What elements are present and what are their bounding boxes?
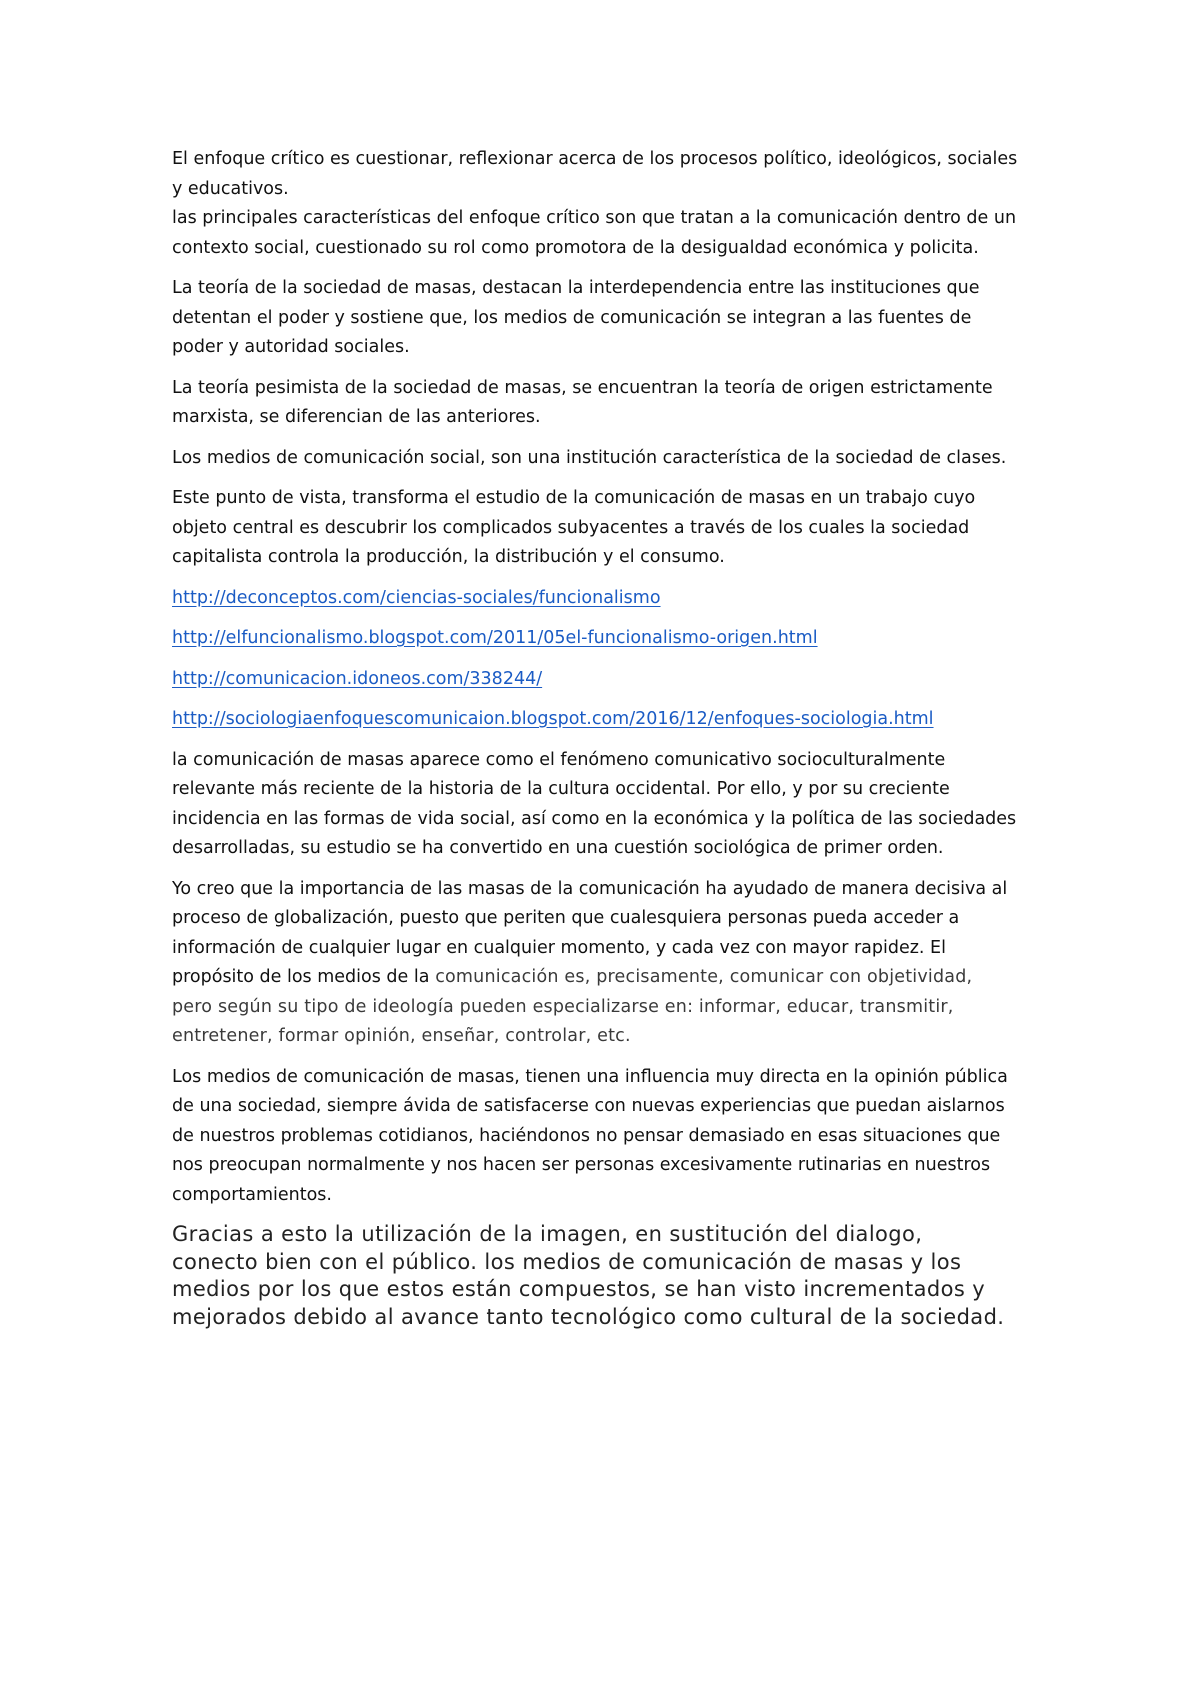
text-line: información de cualquier lugar en cualquier momento, y cada vez con mayor rapidez. El <box>172 937 946 958</box>
text-line: la comunicación de masas aparece como el fenómeno comunicativo socioculturalmente <box>172 749 946 770</box>
link-paragraph <box>172 584 1042 614</box>
paragraph-punto-de-vista <box>172 484 1042 573</box>
text-line: marxista, se diferencian de las anteriores. <box>172 407 541 427</box>
paragraph-medios-sociedad-clases <box>172 444 1042 474</box>
paragraph-sociedad-de-masas <box>172 274 1042 363</box>
paragraph-opinion-personal <box>172 875 1042 1052</box>
link-idoneos[interactable]: http://comunicacion.idoneos.com/338244/ <box>172 668 543 689</box>
text-segment-alt-font: comunicación es, precisamente, comunicar con objetividad, <box>429 967 973 987</box>
link-deconceptos[interactable]: http://deconceptos.com/ciencias-sociales/funcionalismo <box>172 587 661 608</box>
link-paragraph <box>172 665 1042 695</box>
paragraph-teoria-pesimista <box>172 374 1042 433</box>
text-line: Este punto de vista, transforma el estudio de la comunicación de masas en un trabajo cuyo <box>172 488 976 508</box>
text-line: y educativos. <box>172 178 289 199</box>
text-line: desarrolladas, su estudio se ha convertido en una cuestión sociológica de primer orden. <box>172 838 944 858</box>
text-line: Gracias a esto la utilización de la imagen, en sustitución del dialogo, <box>172 1222 923 1246</box>
paragraph-influencia-medios <box>172 1063 1042 1211</box>
text-line: detentan el poder y sostiene que, los medios de comunicación se integran a las fuentes de <box>172 307 972 328</box>
text-segment: propósito de los medios de la <box>172 967 430 987</box>
text-line: conecto bien con el público. los medios de comunicación de masas y los <box>172 1249 962 1274</box>
paragraph-enfoque-critico <box>172 145 1042 263</box>
paragraph-imagen-dialogo <box>172 1221 1042 1331</box>
text-line-mixed <box>172 963 1042 993</box>
text-line: proceso de globalización, puesto que periten que cualesquiera personas pueda acceder a <box>172 908 960 928</box>
text-line: contexto social, cuestionado su rol como promotora de la desigualdad económica y policita. <box>172 237 979 258</box>
text-line: capitalista controla la producción, la distribución y el consumo. <box>172 547 725 567</box>
text-line: poder y autoridad sociales. <box>172 337 410 357</box>
text-line: Los medios de comunicación de masas, tienen una influencia muy directa en la opinión pública <box>172 1066 1008 1087</box>
text-line: incidencia en las formas de vida social, así como en la económica y la política de las sociedades <box>172 808 1017 829</box>
link-sociologia-enfoques[interactable]: http://sociologiaenfoquescomunicaion.blogspot.com/2016/12/enfoques-sociologia.html <box>172 709 934 729</box>
text-line: mejorados debido al avance tanto tecnológico como cultural de la sociedad. <box>172 1304 1005 1329</box>
text-line: La teoría de la sociedad de masas, destacan la interdependencia entre las instituciones que <box>172 278 980 298</box>
text-line: Yo creo que la importancia de las masas de la comunicación ha ayudado de manera decisiva al <box>172 878 1008 899</box>
text-line: medios por los que estos están compuestos, se han visto incrementados y <box>172 1277 986 1301</box>
text-line-alt-font: entretener, formar opinión, enseñar, controlar, etc. <box>172 1026 631 1046</box>
text-line: comportamientos. <box>172 1184 332 1205</box>
paragraph-comunicacion-de-masas <box>172 746 1042 864</box>
link-paragraph <box>172 624 1042 654</box>
text-line: nos preocupan normalmente y nos hacen ser personas excesivamente rutinarias en nuestros <box>172 1155 991 1175</box>
text-line: Los medios de comunicación social, son una institución característica de la sociedad de clases. <box>172 447 1007 468</box>
text-line: El enfoque crítico es cuestionar, reflexionar acerca de los procesos político, ideológicos, sociales <box>172 149 1018 169</box>
link-elfuncionalismo[interactable]: http://elfuncionalismo.blogspot.com/2011/05el-funcionalismo-origen.html <box>172 628 818 648</box>
text-line: las principales características del enfoque crítico son que tratan a la comunicación dentro de un <box>172 208 1017 228</box>
text-line: relevante más reciente de la historia de la cultura occidental. Por ello, y por su creciente <box>172 779 950 799</box>
text-line: objeto central es descubrir los complicados subyacentes a través de los cuales la sociedad <box>172 517 970 538</box>
text-line: de una sociedad, siempre ávida de satisfacerse con nuevas experiencias que puedan aislarnos <box>172 1096 1005 1116</box>
text-line: de nuestros problemas cotidianos, haciéndonos no pensar demasiado en esas situaciones que <box>172 1125 1001 1146</box>
text-line-alt-font: pero según su tipo de ideología pueden especializarse en: informar, educar, transmitir, <box>172 996 954 1017</box>
link-paragraph <box>172 705 1042 735</box>
text-line: La teoría pesimista de la sociedad de masas, se encuentran la teoría de origen estrictamente <box>172 377 993 398</box>
document-body <box>172 145 1042 1342</box>
